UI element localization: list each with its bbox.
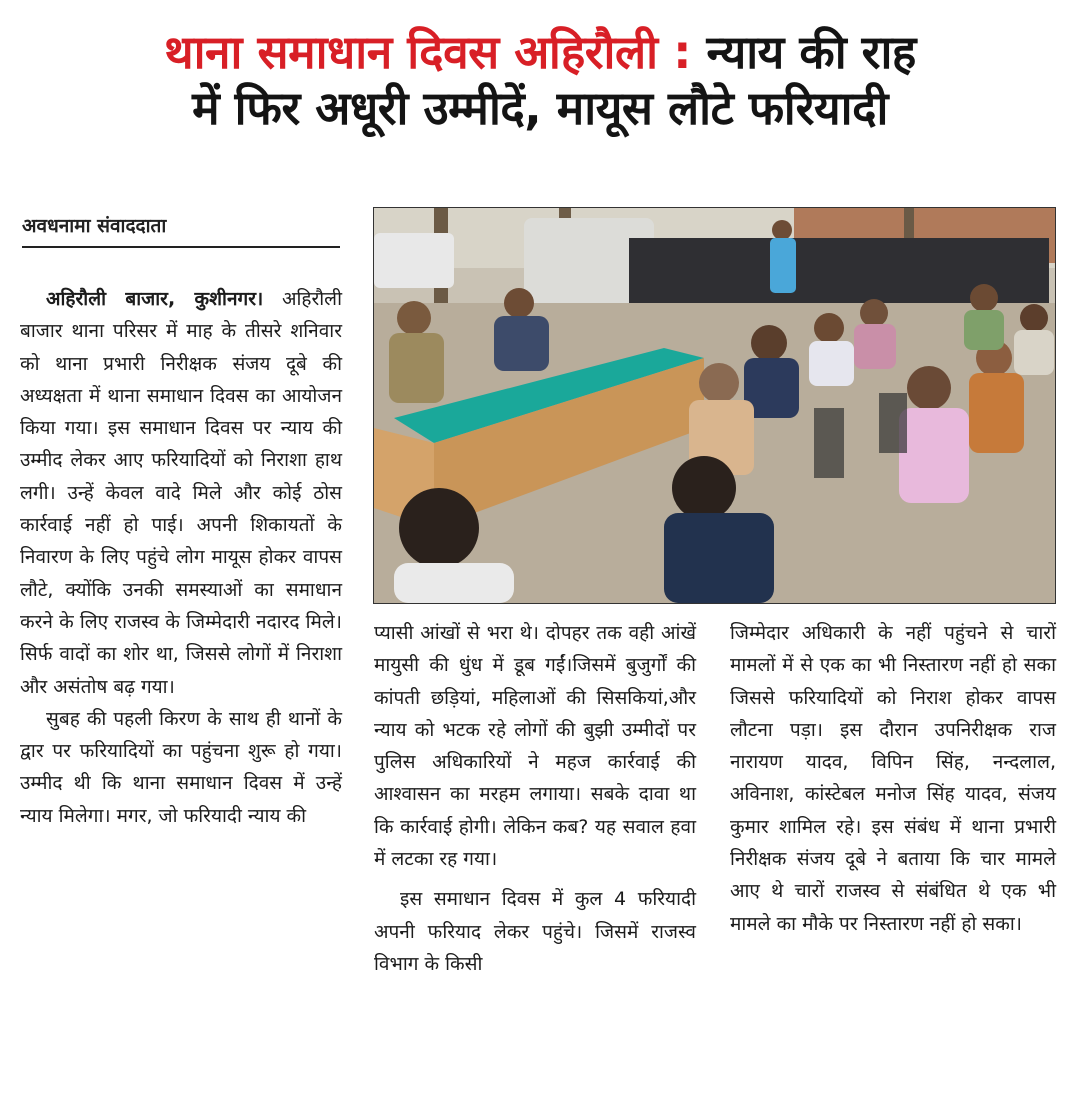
- dateline: अहिरौली बाजार, कुशीनगर।: [46, 288, 264, 310]
- photo-illustration: [374, 208, 1055, 603]
- paragraph-text: अहिरौली बाजार थाना परिसर में माह के तीसरे शनिवार को थाना प्रभारी निरीक्षक संजय दूबे की अध्यक्षता में थाना समाधान दिवस का आयोजन किया गया। इस समाधान दिवस पर न्याय की उम्मीद लेकर आए फरियादियों को निराशा हाथ लगी। उन्हें केवल वादे मिले और कोई ठोस कार्रवाई नहीं हो पाई। अपनी शिकायतों के निवारण के लिए पहुंचे लोग मायूस होकर वापस लौटे, क्योंकि उनकी समस्याओं का समाधान करने के लिए राजस्व के जिम्मेदारी नदारद मिले। सिर्फ वादों का शोर था, जिससे लोगों में निराशा और असंतोष बढ़ गया।: [20, 288, 342, 698]
- headline-black-part: न्याय की राह: [706, 25, 916, 79]
- photo-chair: [879, 393, 907, 453]
- headline: [0, 24, 1080, 136]
- news-photo: [373, 207, 1056, 604]
- photo-car: [374, 233, 454, 288]
- article-column-3: [730, 617, 1056, 940]
- headline-line-2: में फिर अधूरी उम्मीदें, मायूस लौटे फरियादी: [192, 81, 888, 136]
- article-paragraph: इस समाधान दिवस में कुल 4 फरियादी अपनी फरियाद लेकर पहुंचे। जिसमें राजस्व विभाग के किसी: [374, 888, 696, 975]
- article-paragraph: प्यासी आंखों से भरा थे। दोपहर तक वही आंखें मायुसी की धुंध में डूब गईं।जिसमें बुजुर्गों की कांपती छड़ियां, महिलाओं की सिसकियां,और न्याय को भटक रहे लोगों की बुझी उम्मीदों पर पुलिस अधिकारियों ने महज कार्रवाई की आश्वासन का मरहम लगाया। सबके दावा था कि कार्रवाई होगी। लेकिन कब? यह सवाल हवा में लटका रह गया।: [374, 622, 696, 871]
- article-column-1: [20, 283, 342, 832]
- headline-red-part: थाना समाधान दिवस अहिरौली :: [164, 25, 691, 79]
- photo-person-body: [494, 316, 549, 371]
- photo-officer-body: [389, 333, 444, 403]
- byline: अवधनामा संवाददाता: [22, 212, 340, 248]
- headline-line-1: [0, 24, 1080, 80]
- article-paragraph: सुबह की पहली किरण के साथ ही थानों के द्वार पर फरियादियों का पहुंचना शुरू हो गया। उम्मीद थी कि थाना समाधान दिवस में उन्हें न्याय मिलेगा। मगर, जो फरियादी न्याय की: [20, 707, 342, 827]
- photo-person-body: [770, 238, 796, 293]
- photo-person-head: [772, 220, 792, 240]
- article-paragraph: [20, 283, 342, 703]
- article-paragraph: जिम्मेदार अधिकारी के नहीं पहुंचने से चारों मामलों में से एक का भी निस्तारण नहीं हो सका जिससे फरियादियों को निराश होकर वापस लौटना पड़ा। इस दौरान उपनिरीक्षक राज नारायण यादव, विपिन सिंह, नन्दलाल, अविनाश, कांस्टेबल मनोज सिंह यादव, संजय कुमार शामिल रहे। इस संबंध में थाना प्रभारी निरीक्षक संजय दूबे ने बताया कि चार मामले आए थे चारों राजस्व से संबंधित थे एक भी मामले का मौके पर निस्तारण नहीं हो सका।: [730, 622, 1056, 935]
- photo-officer-head: [397, 301, 431, 335]
- article-column-2: [374, 617, 696, 980]
- photo-chair: [814, 408, 844, 478]
- photo-person-head: [504, 288, 534, 318]
